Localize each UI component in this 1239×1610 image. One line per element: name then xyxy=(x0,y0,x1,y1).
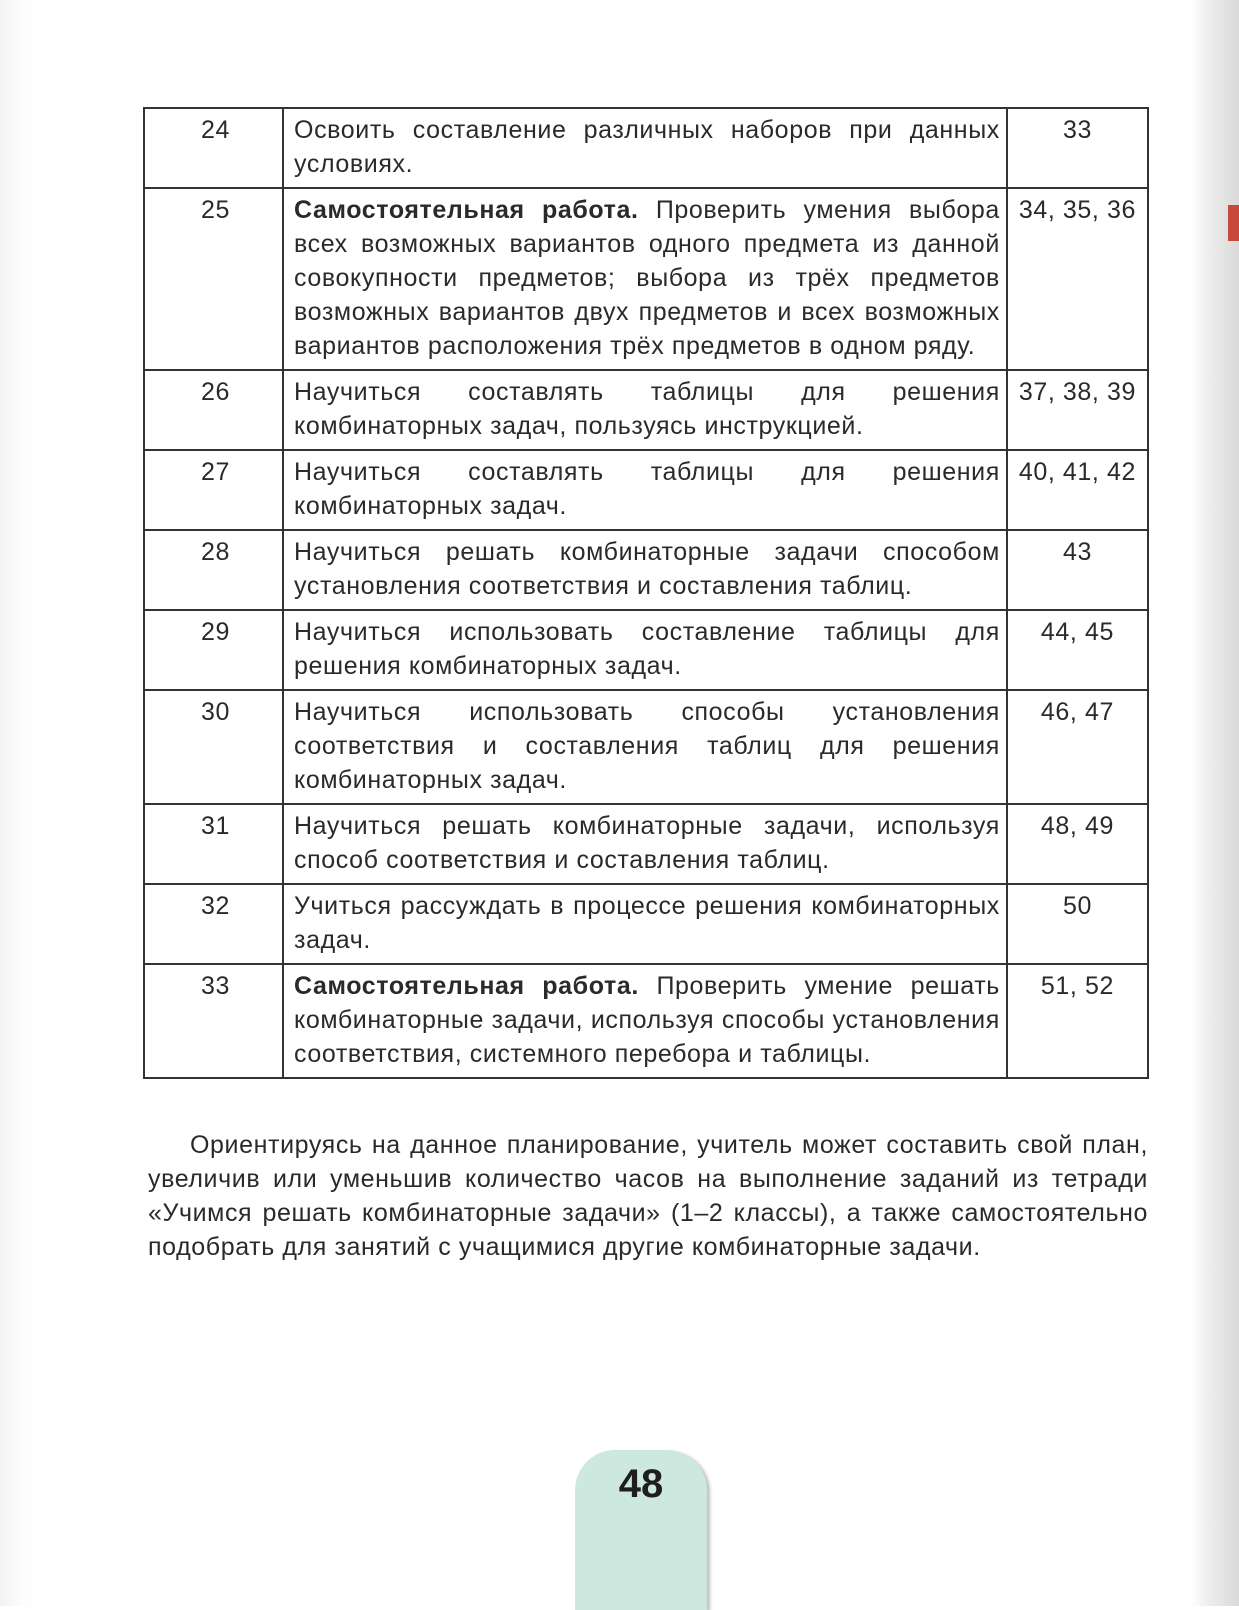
lesson-goal-cell xyxy=(283,610,1007,690)
lesson-number-cell: 29 xyxy=(144,610,283,690)
lesson-goal-lead: Самостоятельная работа. xyxy=(294,196,639,224)
lesson-number-cell: 33 xyxy=(144,964,283,1078)
lesson-goal-text: Научиться составлять таблицы для решения комбинаторных задач, пользуясь инструкцией. xyxy=(294,378,1000,440)
lesson-number-cell: 24 xyxy=(144,108,283,188)
lesson-goal-text: Научиться использовать способы установления соответствия и составления таблиц для решения комбинаторных задач. xyxy=(294,698,1000,794)
lesson-goal-text: Проверить умение решать комбинаторные задачи, используя способы установления соответствия, системного перебора и таблицы. xyxy=(294,972,1000,1068)
page-edge-bookmark xyxy=(1228,205,1239,241)
workbook-pages-cell: 34, 35, 36 xyxy=(1007,188,1148,370)
lesson-number-cell: 28 xyxy=(144,530,283,610)
planning-note: Ориентируясь на данное планирование, учитель может составить свой план, увеличив или уменьшив количество часов на выполнение заданий из тетради «Учимся решать комбинаторные задачи» (1–2 классы), а также самостоятельно подобрать для занятий с учащимися другие комбинаторные задачи. xyxy=(148,1131,1148,1261)
workbook-pages-cell: 33 xyxy=(1007,108,1148,188)
workbook-pages-cell: 44, 45 xyxy=(1007,610,1148,690)
lesson-goal-cell xyxy=(283,108,1007,188)
table-row xyxy=(144,530,1148,610)
lesson-goal-lead: Самостоятельная работа. xyxy=(294,972,639,1000)
lesson-goal-text: Научиться решать комбинаторные задачи способом установления соответствия и составления таблиц. xyxy=(294,538,1000,600)
lesson-goal-text: Проверить умения выбора всех возможных вариантов одного предмета из данной совокупности предметов; выбора из трёх предметов возможных вариантов двух предметов и всех возможных вариантов расположения трёх предметов в одном ряду. xyxy=(294,196,1000,360)
table-row xyxy=(144,804,1148,884)
table-row xyxy=(144,884,1148,964)
table-row xyxy=(144,610,1148,690)
table-row xyxy=(144,188,1148,370)
lesson-goal-cell xyxy=(283,884,1007,964)
lesson-goal-cell xyxy=(283,964,1007,1078)
lesson-goal-cell xyxy=(283,690,1007,804)
lesson-number-cell: 26 xyxy=(144,370,283,450)
lesson-goal-cell xyxy=(283,450,1007,530)
lesson-goal-text: Научиться использовать составление таблицы для решения комбинаторных задач. xyxy=(294,618,1000,680)
workbook-pages-cell: 46, 47 xyxy=(1007,690,1148,804)
workbook-pages-cell: 43 xyxy=(1007,530,1148,610)
table-row xyxy=(144,108,1148,188)
lesson-goal-text: Научиться составлять таблицы для решения комбинаторных задач. xyxy=(294,458,1000,520)
lesson-number-cell: 27 xyxy=(144,450,283,530)
lesson-number-cell: 25 xyxy=(144,188,283,370)
table-row xyxy=(144,690,1148,804)
lesson-goal-cell xyxy=(283,530,1007,610)
lesson-goal-text: Освоить составление различных наборов при данных условиях. xyxy=(294,116,1000,178)
lesson-number-cell: 31 xyxy=(144,804,283,884)
table-body xyxy=(144,108,1148,1078)
workbook-pages-cell: 40, 41, 42 xyxy=(1007,450,1148,530)
workbook-pages-cell: 51, 52 xyxy=(1007,964,1148,1078)
lesson-goal-text: Научиться решать комбинаторные задачи, используя способ соответствия и составления таблиц. xyxy=(294,812,1000,874)
workbook-pages-cell: 37, 38, 39 xyxy=(1007,370,1148,450)
lesson-number-cell: 32 xyxy=(144,884,283,964)
workbook-pages-cell: 50 xyxy=(1007,884,1148,964)
table-row xyxy=(144,450,1148,530)
workbook-pages-cell: 48, 49 xyxy=(1007,804,1148,884)
table-row xyxy=(144,370,1148,450)
lesson-goal-cell xyxy=(283,370,1007,450)
table-row xyxy=(144,964,1148,1078)
lesson-goal-cell xyxy=(283,804,1007,884)
lesson-plan-table xyxy=(143,107,1149,1079)
lesson-number-cell: 30 xyxy=(144,690,283,804)
lesson-goal-cell xyxy=(283,188,1007,370)
page-number: 48 xyxy=(618,1462,664,1506)
lesson-goal-text: Учиться рассуждать в процессе решения комбинаторных задач. xyxy=(294,892,1000,954)
